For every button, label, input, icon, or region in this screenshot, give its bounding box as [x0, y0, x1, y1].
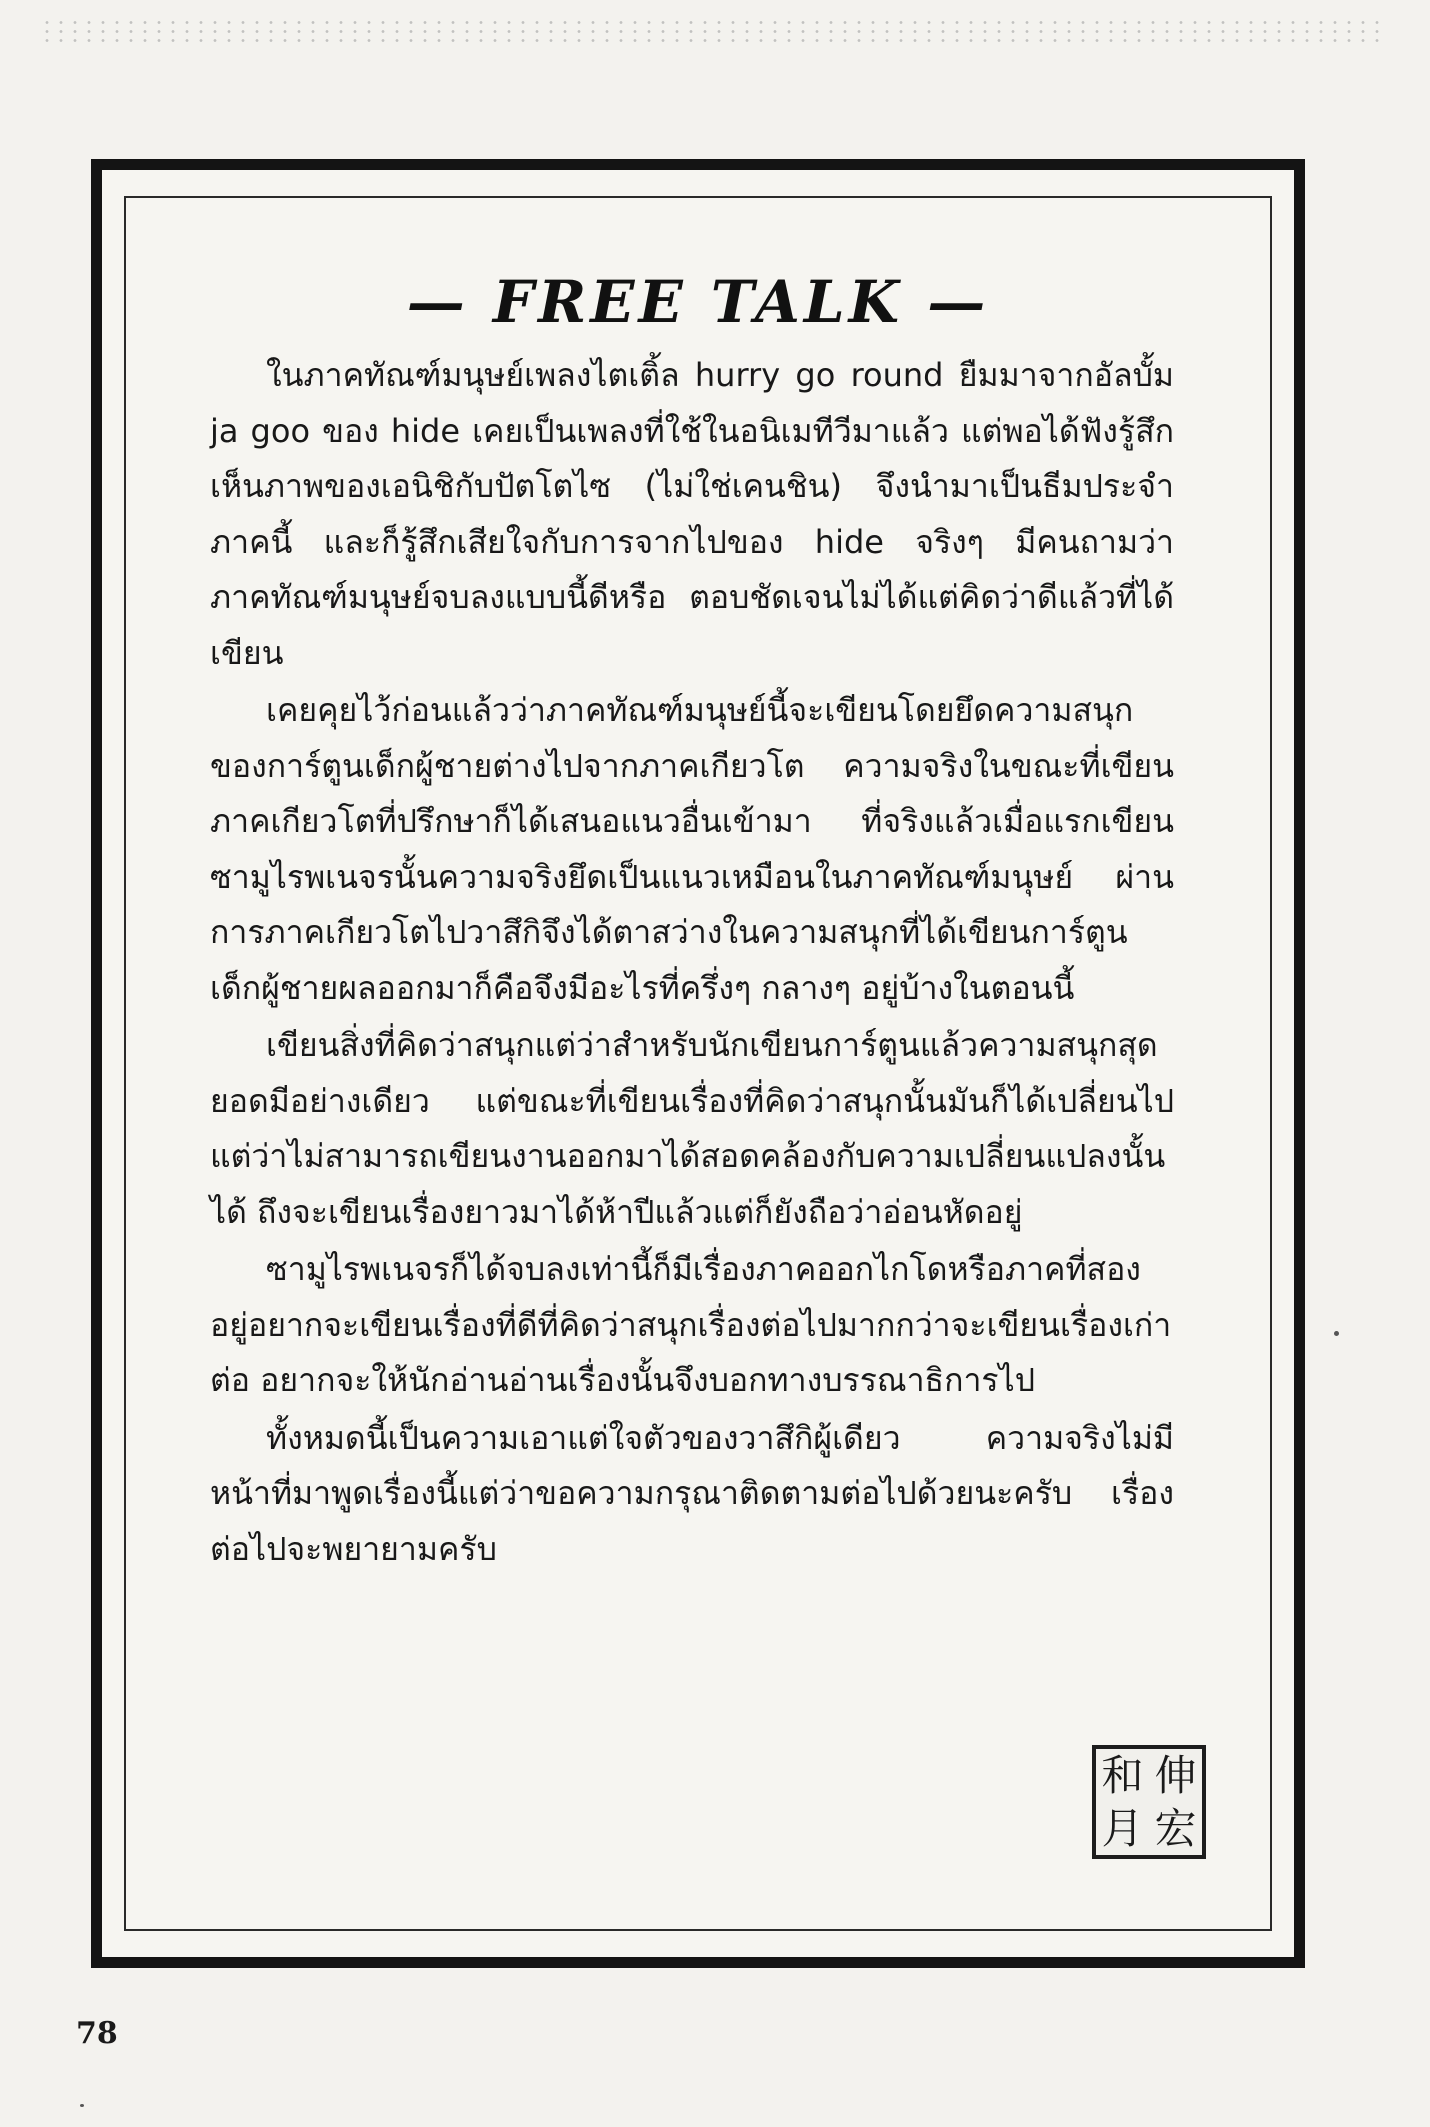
- scan-speck: [1334, 1331, 1339, 1336]
- seal-character: 月: [1101, 1803, 1144, 1853]
- page-title: — FREE TALK —: [406, 268, 990, 336]
- paragraph: เขียนสิ่งที่คิดว่าสนุกแต่ว่าสำหรับนักเขียนการ์ตูนแล้วความสนุกสุดยอดมีอย่างเดียว แต่ขณะที่เขียนเรื่องที่คิดว่าสนุกนั้นมันก็ได้เปลี่ยนไปแต่ว่าไม่สามารถเขียนงานออกมาได้สอดคล้องกับความเปลี่ยนแปลงนั้นได้ ถึงจะเขียนเรื่องยาวมาได้ห้าปีแล้วแต่ก็ยังถือว่าอ่อนหัดอยู่: [210, 1026, 1174, 1231]
- page-number: 78: [76, 2016, 118, 2051]
- seal-character: 伸: [1154, 1750, 1197, 1800]
- seal-character: 宏: [1154, 1803, 1197, 1853]
- scan-edge-texture: [40, 18, 1380, 48]
- author-seal-stamp: [1092, 1745, 1206, 1859]
- scan-speck: [80, 2104, 84, 2107]
- page-frame-inner: [124, 196, 1272, 1931]
- paragraph: ในภาคทัณฑ์มนุษย์เพลงไตเติ้ล hurry go round ยืมมาจากอัลบั้ม ja goo ของ hide เคยเป็นเพลงที่ใช้ในอนิเมทีวีมาแล้ว แต่พอได้ฟังรู้สึกเห็นภาพของเอนิชิกับปัตโตไซ (ไม่ใช่เคนชิน) จึงนำมาเป็นธีมประจำภาคนี้ และก็รู้สึกเสียใจกับการจากไปของ hide จริงๆ มีคนถามว่าภาคทัณฑ์มนุษย์จบลงแบบนี้ดีหรือ ตอบชัดเจนไม่ได้แต่คิดว่าดีแล้วที่ได้เขียน: [210, 356, 1174, 672]
- body-text: [210, 348, 1174, 1579]
- paragraph: เคยคุยไว้ก่อนแล้วว่าภาคทัณฑ์มนุษย์นี้จะเขียนโดยยึดความสนุกของการ์ตูนเด็กผู้ชายต่างไปจากภาคเกียวโต ความจริงในขณะที่เขียนภาคเกียวโตที่ปรึกษาก็ได้เสนอแนวอื่นเข้ามา ที่จริงแล้วเมื่อแรกเขียนซามูไรพเนจรนั้นความจริงยึดเป็นแนวเหมือนในภาคทัณฑ์มนุษย์ ผ่านการภาคเกียวโตไปวาสึกิจึงได้ตาสว่างในความสนุกที่ได้เขียนการ์ตูนเด็กผู้ชายผลออกมาก็คือจึงมีอะไรที่ครึ่งๆ กลางๆ อยู่บ้างในตอนนี้: [210, 691, 1174, 1007]
- seal-character: 和: [1101, 1750, 1144, 1800]
- page-frame: [91, 159, 1305, 1968]
- paragraph: ทั้งหมดนี้เป็นความเอาแต่ใจตัวของวาสึกิผู้เดียว ความจริงไม่มีหน้าที่มาพูดเรื่องนี้แต่ว่าขอความกรุณาติดตามต่อไปด้วยนะครับ เรื่องต่อไปจะพยายามครับ: [210, 1418, 1174, 1568]
- paragraph: ซามูไรพเนจรก็ได้จบลงเท่านี้ก็มีเรื่องภาคออกไกโดหรือภาคที่สองอยู่อยากจะเขียนเรื่องที่ดีที่คิดว่าสนุกเรื่องต่อไปมากกว่าจะเขียนเรื่องเก่าต่อ อยากจะให้นักอ่านอ่านเรื่องนั้นจึงบอกทางบรรณาธิการไป: [210, 1250, 1172, 1399]
